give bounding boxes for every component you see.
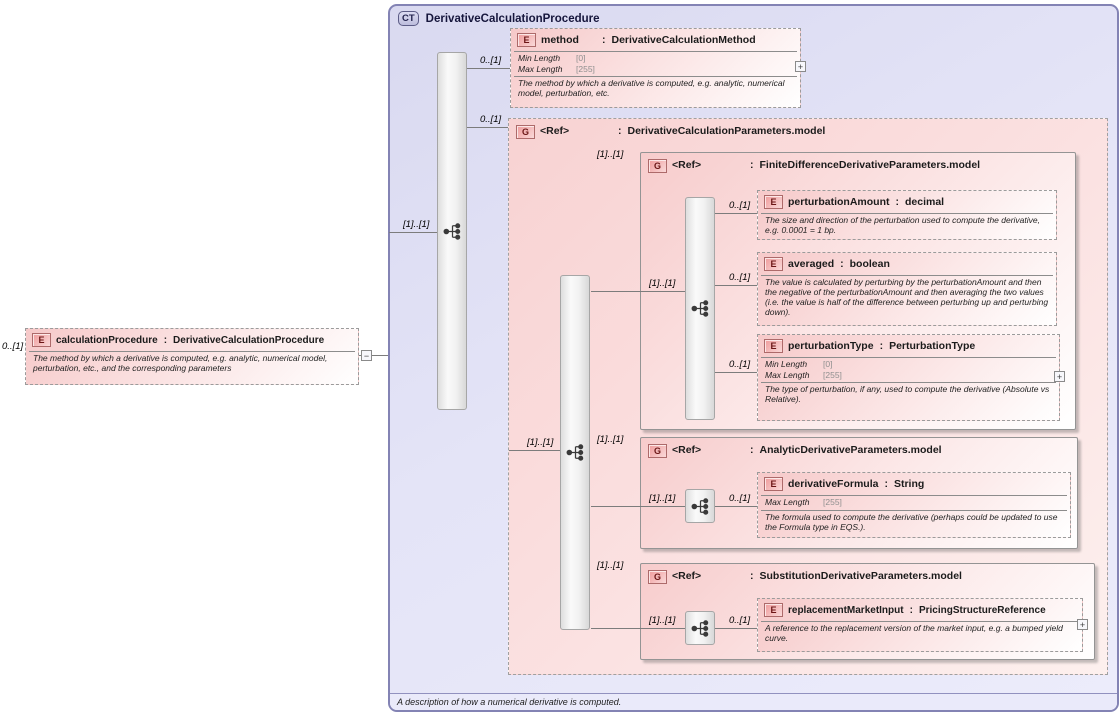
- element-header: [758, 191, 1056, 211]
- element-header: [26, 329, 358, 349]
- facet-row: [765, 497, 1063, 508]
- divider: [514, 51, 797, 52]
- divider: [761, 495, 1067, 496]
- element-box-replacement-market-input[interactable]: [757, 598, 1083, 652]
- expand-button[interactable]: +: [1054, 371, 1065, 382]
- colon: :: [840, 258, 844, 270]
- connector-line: [389, 232, 437, 233]
- element-badge: E: [517, 33, 536, 47]
- facet-label: Max Length: [518, 63, 563, 74]
- element-badge: E: [764, 195, 783, 209]
- element-description: The type of perturbation, if any, used to compute the derivative (Absolute vs Relative).: [761, 382, 1056, 405]
- element-description: The size and direction of the perturbation used to compute the derivative, e.g. 0.0001 = 1 bp.: [761, 213, 1053, 236]
- group-badge: G: [516, 125, 535, 139]
- group-type: SubstitutionDerivativeParameters.model: [759, 570, 962, 582]
- cardinality-label: [1]..[1]: [649, 615, 676, 626]
- element-name: perturbationType: [788, 340, 874, 352]
- group-badge: G: [648, 444, 667, 458]
- element-type: decimal: [905, 196, 945, 208]
- group-header: [641, 153, 1075, 175]
- sequence-bar-substitution: [685, 611, 715, 645]
- group-header: [509, 119, 1107, 141]
- complex-type-annotation: A description of how a numerical derivative is computed.: [390, 693, 1117, 710]
- group-name: <Ref>: [672, 570, 702, 582]
- connector-line: [591, 628, 685, 629]
- element-box-calculation-procedure[interactable]: [25, 328, 359, 385]
- connector-line: [715, 628, 757, 629]
- connector-line: [467, 127, 508, 128]
- group-name: <Ref>: [672, 444, 702, 456]
- element-box-method[interactable]: [510, 28, 801, 108]
- group-badge: G: [648, 159, 667, 173]
- element-type: DerivativeCalculationMethod: [611, 34, 756, 46]
- connector-line: [715, 506, 757, 507]
- element-badge: E: [764, 257, 783, 271]
- facet-value: [0]: [823, 359, 833, 369]
- cardinality-label: [1]..[1]: [597, 560, 624, 571]
- cardinality-label: 0..[1]: [729, 359, 751, 370]
- group-badge: G: [648, 570, 667, 584]
- element-description: A reference to the replacement version of the market input, e.g. a bumped yield curve.: [761, 621, 1079, 644]
- colon: :: [750, 570, 754, 582]
- facet-value: [0]: [576, 53, 586, 63]
- cardinality-label: [1]..[1]: [649, 278, 676, 289]
- element-badge: E: [764, 339, 783, 353]
- connector-line: [591, 506, 685, 507]
- colon: :: [163, 334, 168, 346]
- connector-line: [715, 372, 757, 373]
- element-type: boolean: [849, 258, 890, 270]
- complex-type-header: [398, 11, 600, 26]
- element-box-perturbation-amount[interactable]: [757, 190, 1057, 240]
- colon: :: [618, 125, 622, 137]
- connector-line: [715, 285, 757, 286]
- colon: :: [879, 340, 884, 352]
- divider: [761, 357, 1056, 358]
- group-header: [641, 438, 1077, 460]
- cardinality-label: 0..[1]: [729, 615, 751, 626]
- facet-list: [758, 497, 1070, 508]
- element-header: [511, 29, 800, 49]
- facet-list: [758, 359, 1059, 380]
- sequence-icon: [442, 222, 463, 241]
- group-name: <Ref>: [540, 125, 570, 137]
- cardinality-label: 0..[1]: [729, 493, 751, 504]
- facet-row: [765, 359, 1052, 370]
- element-badge: E: [32, 333, 51, 347]
- element-type: String: [893, 478, 925, 490]
- group-type: FiniteDifferenceDerivativeParameters.model: [759, 159, 981, 171]
- cardinality-label: 0..[1]: [729, 272, 751, 283]
- element-name: averaged: [788, 258, 835, 270]
- facet-label: Min Length: [518, 53, 561, 63]
- sequence-bar-root: [437, 52, 467, 410]
- facet-label: Max Length: [765, 497, 810, 507]
- element-name: derivativeFormula: [788, 478, 879, 490]
- element-name: method: [541, 34, 579, 46]
- cardinality-label: [1]..[1]: [597, 149, 624, 160]
- facet-value: [255]: [823, 369, 842, 380]
- sequence-bar-finite-difference: [685, 197, 715, 420]
- cardinality-label: 0..[1]: [729, 200, 751, 211]
- element-description: The value is calculated by perturbing by the perturbationAmount and then the negative of the perturbationAmount and then averaging the two values (i.e. the value is half of the difference between perturbing up and perturbing down).: [761, 275, 1053, 318]
- facet-label: Max Length: [765, 369, 810, 380]
- connector-line: [467, 68, 510, 69]
- element-header: [758, 253, 1056, 273]
- element-badge: E: [764, 603, 783, 617]
- cardinality-label: [1]..[1]: [527, 437, 554, 448]
- sequence-icon: [690, 619, 711, 638]
- element-name: perturbationAmount: [788, 196, 890, 208]
- cardinality-label: 0..[1]: [2, 341, 24, 352]
- group-type: AnalyticDerivativeParameters.model: [759, 444, 942, 456]
- element-description: The formula used to compute the derivative (perhaps could be updated to use the Formula type in EQS.).: [761, 510, 1067, 533]
- colon: :: [895, 196, 899, 208]
- collapse-button[interactable]: −: [361, 350, 372, 361]
- colon: :: [750, 159, 754, 171]
- sequence-icon: [690, 497, 711, 516]
- cardinality-label: [1]..[1]: [403, 219, 430, 230]
- connector-line: [715, 213, 757, 214]
- colon: :: [884, 478, 888, 490]
- complex-type-badge: CT: [398, 11, 419, 26]
- cardinality-label: 0..[1]: [480, 114, 502, 125]
- cardinality-label: 0..[1]: [480, 55, 502, 66]
- group-name: <Ref>: [672, 159, 702, 171]
- facet-label: Min Length: [765, 359, 808, 369]
- facet-row: [518, 64, 793, 75]
- element-box-perturbation-type[interactable]: [757, 334, 1060, 421]
- facet-list: [511, 53, 800, 74]
- cardinality-label: [1]..[1]: [649, 493, 676, 504]
- cardinality-label: [1]..[1]: [597, 434, 624, 445]
- element-description: The method by which a derivative is computed, e.g. analytic, numerical model, perturbation, etc.: [514, 76, 797, 99]
- colon: :: [909, 604, 913, 616]
- element-type: PerturbationType: [889, 340, 976, 352]
- connector-line: [591, 291, 685, 292]
- colon: :: [750, 444, 754, 456]
- element-description: The method by which a derivative is computed, e.g. analytic, numerical model, perturbation, etc., and the corresponding parameters: [29, 351, 355, 374]
- sequence-icon: [690, 299, 711, 318]
- element-box-averaged[interactable]: [757, 252, 1057, 326]
- facet-row: [765, 370, 1052, 381]
- connector-line: [509, 450, 560, 451]
- expand-button[interactable]: +: [795, 61, 806, 72]
- element-header: [758, 599, 1082, 619]
- element-badge: E: [764, 477, 783, 491]
- element-name: calculationProcedure: [56, 334, 158, 346]
- complex-type-title: DerivativeCalculationProcedure: [425, 12, 600, 25]
- facet-row: [518, 53, 793, 64]
- element-box-derivative-formula[interactable]: [757, 472, 1071, 538]
- element-header: [758, 335, 1059, 355]
- element-type: PricingStructureReference: [918, 604, 1046, 616]
- group-type: DerivativeCalculationParameters.model: [627, 125, 826, 137]
- facet-value: [255]: [823, 497, 842, 507]
- group-header: [641, 564, 1094, 586]
- sequence-icon: [565, 443, 586, 462]
- element-header: [758, 473, 1070, 493]
- sequence-bar-parameters: [560, 275, 590, 630]
- element-type: DerivativeCalculationProcedure: [173, 334, 325, 346]
- facet-value: [255]: [576, 63, 595, 74]
- sequence-bar-analytic: [685, 489, 715, 523]
- expand-button[interactable]: +: [1077, 619, 1088, 630]
- element-name: replacementMarketInput: [788, 604, 904, 616]
- colon: :: [602, 34, 606, 46]
